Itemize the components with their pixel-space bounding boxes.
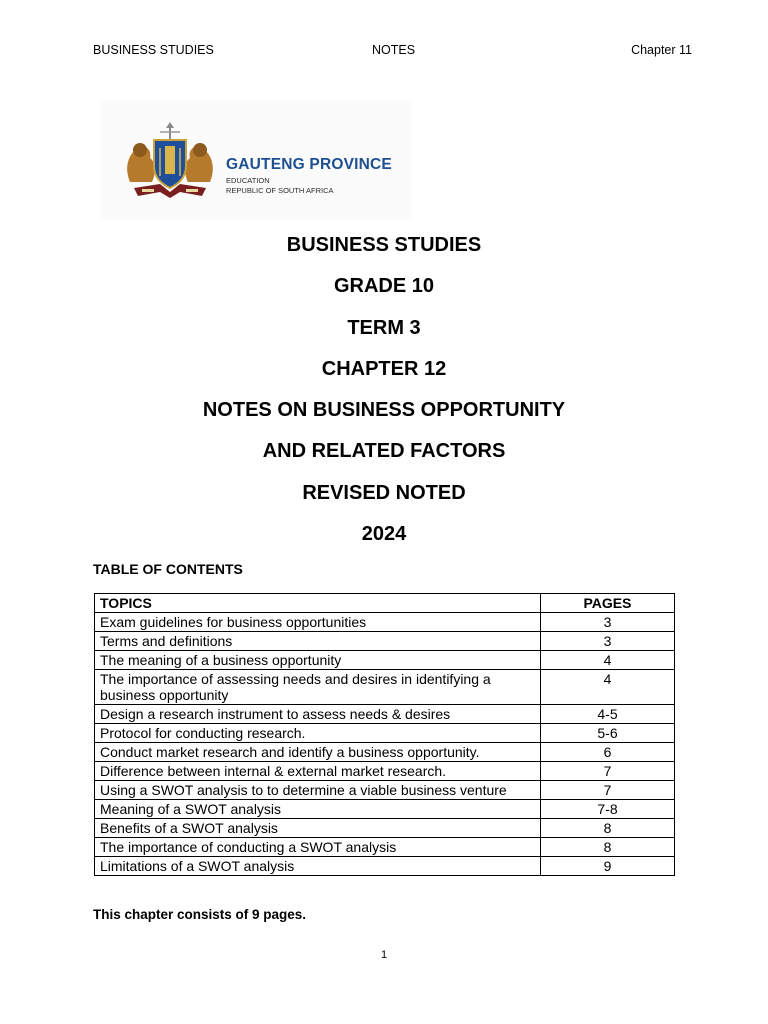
gauteng-logo [100,100,412,220]
toc-col-topics: TOPICS [95,594,541,613]
header-subject: BUSINESS STUDIES [93,43,214,57]
toc-topic: Using a SWOT analysis to to determine a viable business venture [95,781,541,800]
title-line: NOTES ON BUSINESS OPPORTUNITY [202,399,566,422]
toc-pages: 6 [541,743,675,762]
title-line: TERM 3 [347,316,421,339]
toc-table [94,593,675,876]
toc-topic: The importance of assessing needs and desires in identifying a business opportunity [95,670,541,705]
table-row [95,632,675,651]
title-line: GRADE 10 [333,275,435,298]
toc-col-pages: PAGES [541,594,675,613]
toc-pages: 7 [541,762,675,781]
toc-topic: Design a research instrument to assess needs & desires [95,705,541,724]
toc-topic: Conduct market research and identify a business opportunity. [95,743,541,762]
table-row [95,613,675,632]
toc-pages: 3 [541,613,675,632]
toc-topic: Meaning of a SWOT analysis [95,800,541,819]
toc-topic: Exam guidelines for business opportunities [95,613,541,632]
toc-pages: 8 [541,838,675,857]
table-row [95,651,675,670]
document-title [0,229,768,559]
table-row [95,705,675,724]
toc-topic: The meaning of a business opportunity [95,651,541,670]
toc-topic: Benefits of a SWOT analysis [95,819,541,838]
toc-topic: The importance of conducting a SWOT analysis [95,838,541,857]
toc-topic: Terms and definitions [95,632,541,651]
title-line: REVISED NOTED [302,481,466,504]
toc-topic: Difference between internal & external market research. [95,762,541,781]
toc-pages: 7-8 [541,800,675,819]
toc-pages: 9 [541,857,675,876]
toc-pages: 5-6 [541,724,675,743]
title-line: BUSINESS STUDIES [286,234,482,256]
toc-pages: 4 [541,670,675,705]
title-line: 2024 [361,523,407,546]
title-line: CHAPTER 12 [321,357,447,380]
table-row [95,670,675,705]
table-row [95,762,675,781]
logo-title: GAUTENG PROVINCE [226,156,392,173]
toc-header-row [95,594,675,613]
title-line: AND RELATED FACTORS [262,440,506,463]
table-row [95,781,675,800]
table-row [95,724,675,743]
header-notes: NOTES [372,43,416,57]
table-row [95,838,675,857]
page-number: 1 [380,949,388,961]
toc-pages: 3 [541,632,675,651]
toc-pages: 4-5 [541,705,675,724]
logo-subtitle-country: REPUBLIC OF SOUTH AFRICA [226,186,334,195]
toc-heading: TABLE OF CONTENTS [93,561,243,577]
table-row [95,819,675,838]
toc-pages: 4 [541,651,675,670]
toc-pages: 8 [541,819,675,838]
coat-of-arms-icon [120,122,220,200]
table-row [95,743,675,762]
header-chapter: Chapter 11 [631,43,692,57]
toc-pages: 7 [541,781,675,800]
toc-topic: Limitations of a SWOT analysis [95,857,541,876]
table-row [95,800,675,819]
logo-subtitle-education: EDUCATION [226,176,270,185]
chapter-page-count-note: This chapter consists of 9 pages. [93,907,307,922]
table-row [95,857,675,876]
toc-topic: Protocol for conducting research. [95,724,541,743]
